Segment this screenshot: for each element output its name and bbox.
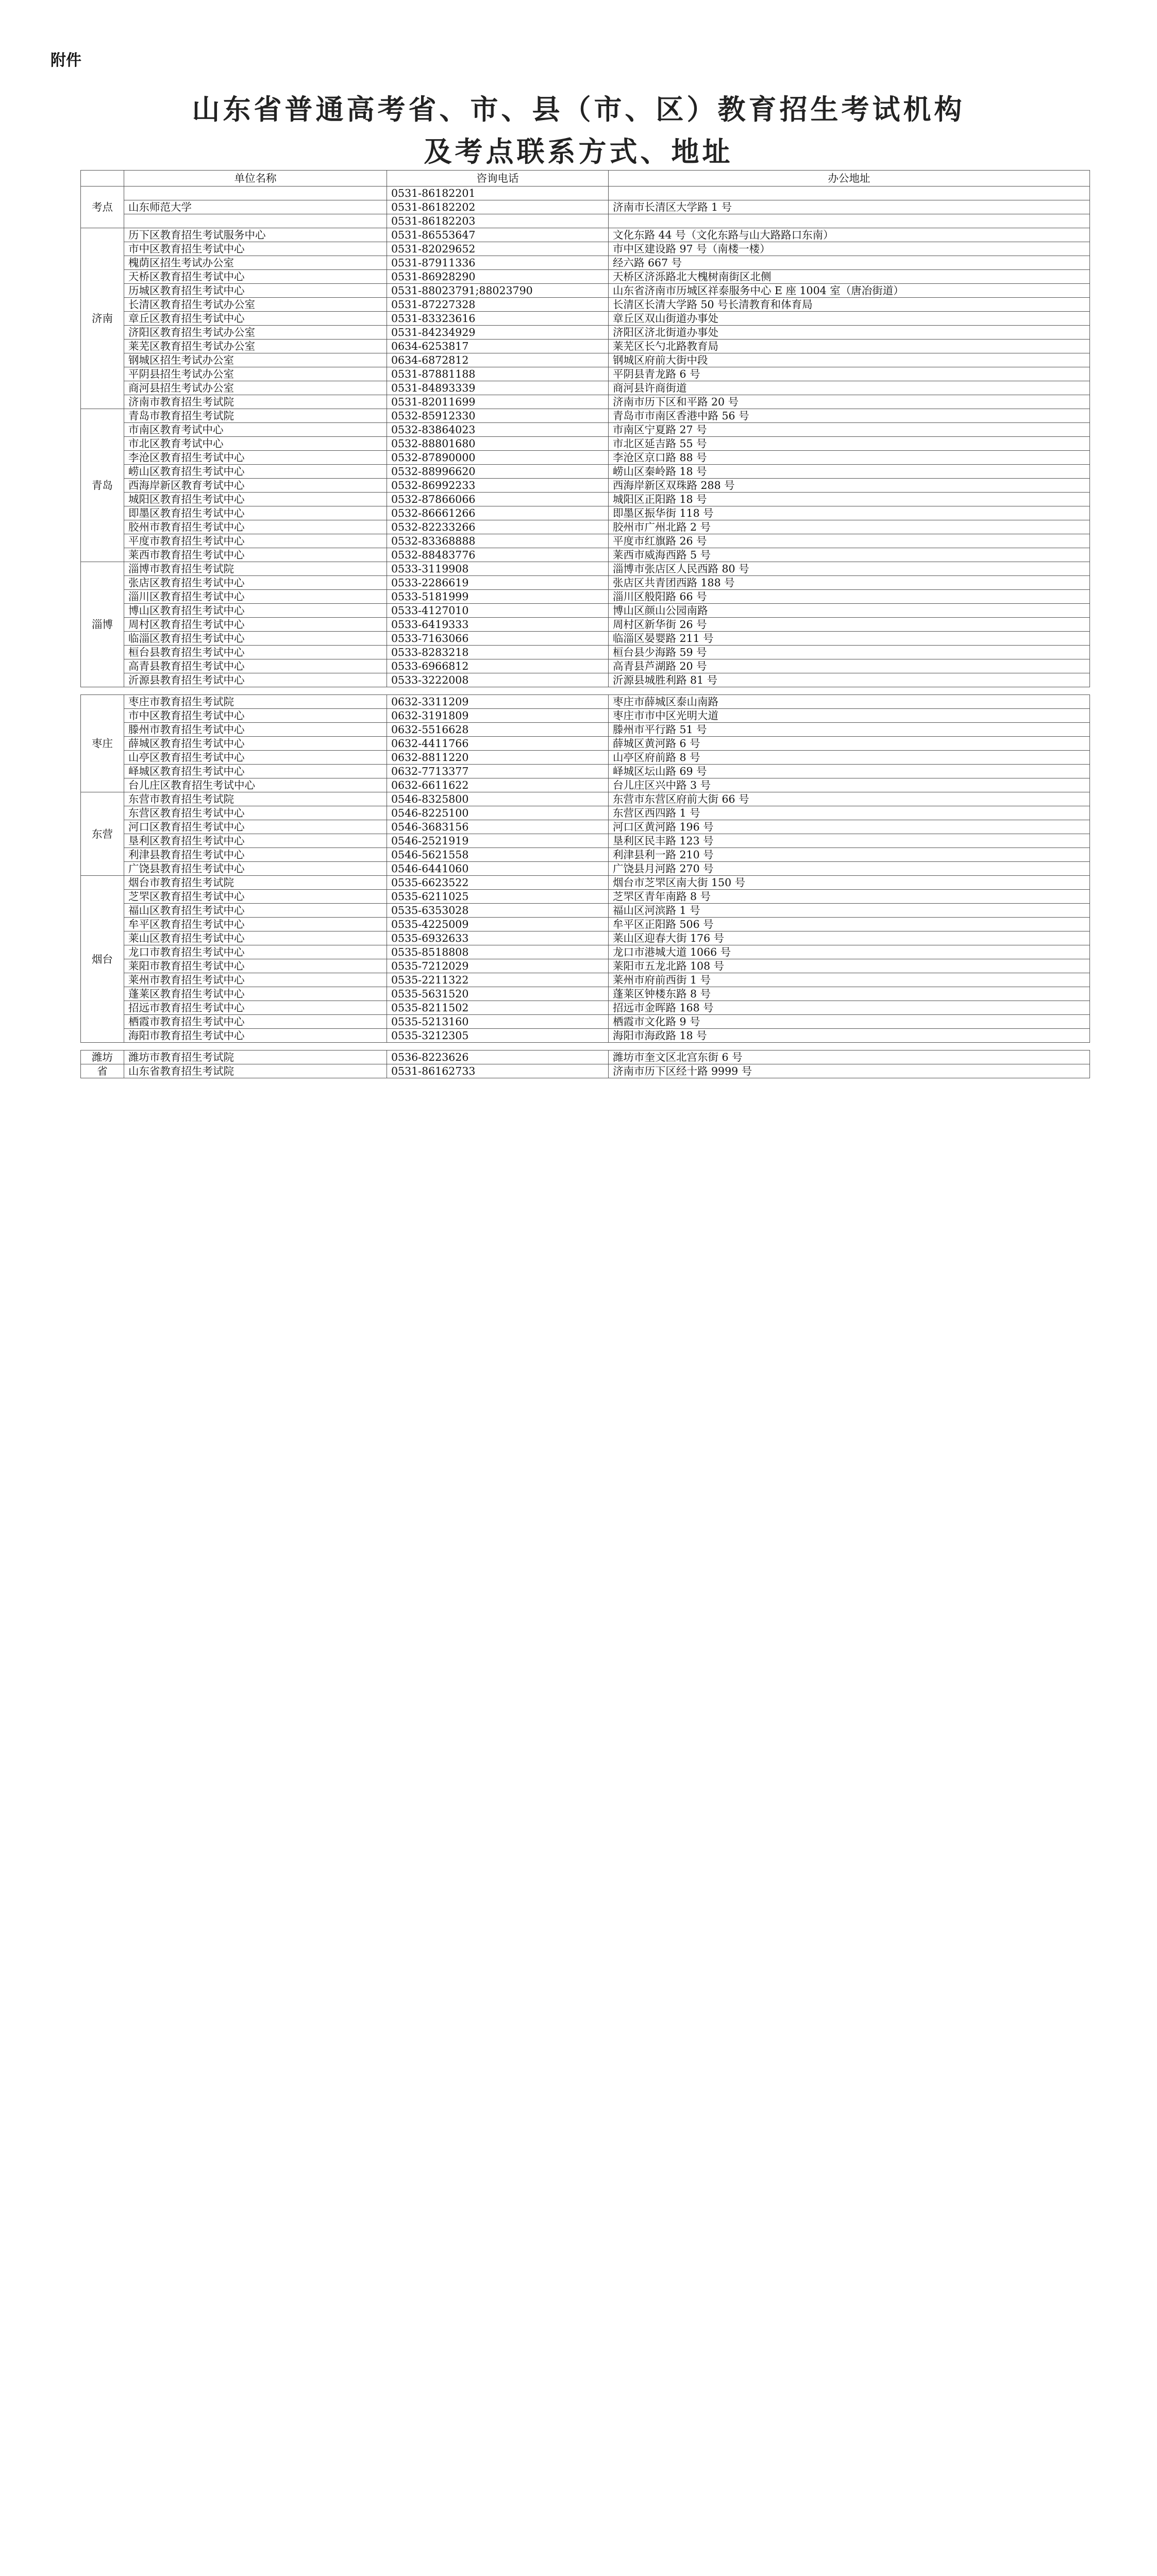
address-cell: 经六路 667 号 xyxy=(609,256,1090,270)
address-cell: 东营市东营区府前大街 66 号 xyxy=(609,792,1090,806)
table-row xyxy=(81,270,1090,284)
phone-cell: 0535-2211322 xyxy=(387,973,609,987)
phone-cell: 0532-82233266 xyxy=(387,520,609,534)
table-row xyxy=(81,862,1090,876)
address-cell xyxy=(609,214,1090,228)
address-cell: 市北区延吉路 55 号 xyxy=(609,437,1090,451)
table-row xyxy=(81,1015,1090,1029)
address-cell: 栖霞市文化路 9 号 xyxy=(609,1015,1090,1029)
table-row xyxy=(81,792,1090,806)
address-cell: 东营区西四路 1 号 xyxy=(609,806,1090,820)
phone-cell: 0546-5621558 xyxy=(387,848,609,862)
org-name-cell: 张店区教育招生考试中心 xyxy=(124,576,387,590)
table-row xyxy=(81,1029,1090,1043)
address-cell: 章丘区双山街道办事处 xyxy=(609,312,1090,326)
phone-cell: 0531-84893339 xyxy=(387,381,609,395)
phone-cell: 0531-82029652 xyxy=(387,242,609,256)
org-name-cell xyxy=(124,214,387,228)
table-row xyxy=(81,959,1090,973)
table-row xyxy=(81,751,1090,765)
address-cell: 长清区长清大学路 50 号长清教育和体育局 xyxy=(609,298,1090,312)
address-cell: 河口区黄河路 196 号 xyxy=(609,820,1090,834)
table-row xyxy=(81,562,1090,576)
phone-cell: 0532-88801680 xyxy=(387,437,609,451)
phone-cell: 0632-5516628 xyxy=(387,723,609,737)
org-name-cell: 临淄区教育招生考试中心 xyxy=(124,632,387,646)
address-cell: 商河县许商街道 xyxy=(609,381,1090,395)
org-name-cell: 莱芜区教育招生考试办公室 xyxy=(124,340,387,353)
phone-cell: 0634-6872812 xyxy=(387,353,609,367)
org-name-cell: 市南区教育考试中心 xyxy=(124,423,387,437)
org-name-cell: 长清区教育招生考试办公室 xyxy=(124,298,387,312)
phone-cell: 0532-87890000 xyxy=(387,451,609,465)
address-cell: 滕州市平行路 51 号 xyxy=(609,723,1090,737)
org-name-cell: 河口区教育招生考试中心 xyxy=(124,820,387,834)
phone-cell: 0531-86928290 xyxy=(387,270,609,284)
org-name-cell: 滕州市教育招生考试中心 xyxy=(124,723,387,737)
phone-cell: 0533-6966812 xyxy=(387,659,609,673)
address-cell: 青岛市市南区香港中路 56 号 xyxy=(609,409,1090,423)
address-cell: 薛城区黄河路 6 号 xyxy=(609,737,1090,751)
table-row xyxy=(81,187,1090,200)
address-cell: 文化东路 44 号（文化东路与山大路路口东南） xyxy=(609,228,1090,242)
table-row xyxy=(81,340,1090,353)
org-name-cell: 栖霞市教育招生考试中心 xyxy=(124,1015,387,1029)
table-row xyxy=(81,876,1090,890)
address-cell: 胶州市广州北路 2 号 xyxy=(609,520,1090,534)
attachment-label: 附件 xyxy=(51,52,81,70)
org-name-cell: 沂源县教育招生考试中心 xyxy=(124,673,387,687)
table-row xyxy=(81,973,1090,987)
table-row xyxy=(81,918,1090,931)
phone-cell: 0535-6211025 xyxy=(387,890,609,904)
org-name-cell: 利津县教育招生考试中心 xyxy=(124,848,387,862)
address-cell: 高青县芦湖路 20 号 xyxy=(609,659,1090,673)
org-name-cell: 广饶县教育招生考试中心 xyxy=(124,862,387,876)
table-row xyxy=(81,381,1090,395)
table-row xyxy=(81,1050,1090,1064)
address-cell: 平度市红旗路 26 号 xyxy=(609,534,1090,548)
table-row xyxy=(81,931,1090,945)
section-gap xyxy=(81,687,1090,695)
address-cell: 利津县利一路 210 号 xyxy=(609,848,1090,862)
table-row xyxy=(81,659,1090,673)
phone-cell: 0535-7212029 xyxy=(387,959,609,973)
org-name-cell: 峄城区教育招生考试中心 xyxy=(124,765,387,778)
phone-cell: 0532-83368888 xyxy=(387,534,609,548)
org-name-cell: 薛城区教育招生考试中心 xyxy=(124,737,387,751)
region-cell: 淄博 xyxy=(81,562,124,687)
table-row xyxy=(81,228,1090,242)
table-row xyxy=(81,423,1090,437)
address-cell: 临淄区晏婴路 211 号 xyxy=(609,632,1090,646)
phone-cell: 0531-84234929 xyxy=(387,326,609,340)
phone-cell: 0535-5631520 xyxy=(387,987,609,1001)
region-cell: 省 xyxy=(81,1064,124,1078)
table-row xyxy=(81,298,1090,312)
address-cell: 淄川区般阳路 66 号 xyxy=(609,590,1090,604)
org-name-cell: 山亭区教育招生考试中心 xyxy=(124,751,387,765)
phone-cell: 0531-86182203 xyxy=(387,214,609,228)
org-name-cell: 招远市教育招生考试中心 xyxy=(124,1001,387,1015)
region-cell: 考点 xyxy=(81,187,124,228)
org-name-cell: 即墨区教育招生考试中心 xyxy=(124,506,387,520)
table-row xyxy=(81,632,1090,646)
phone-cell: 0632-7713377 xyxy=(387,765,609,778)
phone-cell: 0546-6441060 xyxy=(387,862,609,876)
org-name-cell: 龙口市教育招生考试中心 xyxy=(124,945,387,959)
org-name-cell: 福山区教育招生考试中心 xyxy=(124,904,387,918)
address-cell: 沂源县城胜利路 81 号 xyxy=(609,673,1090,687)
phone-cell: 0546-3683156 xyxy=(387,820,609,834)
address-cell: 广饶县月河路 270 号 xyxy=(609,862,1090,876)
address-cell: 周村区新华街 26 号 xyxy=(609,618,1090,632)
org-name-cell: 台儿庄区教育招生考试中心 xyxy=(124,778,387,792)
phone-cell: 0546-2521919 xyxy=(387,834,609,848)
phone-cell: 0532-83864023 xyxy=(387,423,609,437)
org-name-cell: 蓬莱区教育招生考试中心 xyxy=(124,987,387,1001)
address-cell: 即墨区振华街 118 号 xyxy=(609,506,1090,520)
region-cell: 青岛 xyxy=(81,409,124,562)
phone-cell: 0634-6253817 xyxy=(387,340,609,353)
address-cell: 博山区颜山公园南路 xyxy=(609,604,1090,618)
address-column-header: 办公地址 xyxy=(609,171,1090,187)
address-cell: 枣庄市市中区光明大道 xyxy=(609,709,1090,723)
address-cell: 海阳市海政路 18 号 xyxy=(609,1029,1090,1043)
phone-cell: 0533-4127010 xyxy=(387,604,609,618)
org-name-cell: 城阳区教育招生考试中心 xyxy=(124,493,387,506)
phone-cell: 0533-7163066 xyxy=(387,632,609,646)
table-row xyxy=(81,200,1090,214)
org-name-cell: 东营市教育招生考试院 xyxy=(124,792,387,806)
org-name-cell xyxy=(124,187,387,200)
org-name-cell: 淄川区教育招生考试中心 xyxy=(124,590,387,604)
table-row xyxy=(81,820,1090,834)
table-row xyxy=(81,709,1090,723)
phone-cell: 0532-86992233 xyxy=(387,479,609,493)
address-cell: 平阴县青龙路 6 号 xyxy=(609,367,1090,381)
phone-cell: 0531-86182201 xyxy=(387,187,609,200)
org-name-cell: 胶州市教育招生考试中心 xyxy=(124,520,387,534)
phone-cell: 0632-3191809 xyxy=(387,709,609,723)
org-name-cell: 历下区教育招生考试服务中心 xyxy=(124,228,387,242)
org-name-cell: 海阳市教育招生考试中心 xyxy=(124,1029,387,1043)
address-cell: 莱山区迎春大街 176 号 xyxy=(609,931,1090,945)
address-cell: 莱州市府前西街 1 号 xyxy=(609,973,1090,987)
table-row xyxy=(81,576,1090,590)
address-cell: 济南市历下区和平路 20 号 xyxy=(609,395,1090,409)
address-cell: 桓台县少海路 59 号 xyxy=(609,646,1090,659)
phone-cell: 0535-8211502 xyxy=(387,1001,609,1015)
org-name-cell: 山东师范大学 xyxy=(124,200,387,214)
table-row xyxy=(81,904,1090,918)
address-cell: 张店区共青团西路 188 号 xyxy=(609,576,1090,590)
table-row xyxy=(81,312,1090,326)
phone-cell: 0546-8325800 xyxy=(387,792,609,806)
phone-cell: 0535-8518808 xyxy=(387,945,609,959)
table-row xyxy=(81,604,1090,618)
table-row xyxy=(81,834,1090,848)
org-name-cell: 莱山区教育招生考试中心 xyxy=(124,931,387,945)
phone-cell: 0531-87227328 xyxy=(387,298,609,312)
address-cell: 莱西市威海西路 5 号 xyxy=(609,548,1090,562)
org-name-cell: 莱州市教育招生考试中心 xyxy=(124,973,387,987)
address-cell: 福山区河滨路 1 号 xyxy=(609,904,1090,918)
phone-cell: 0533-8283218 xyxy=(387,646,609,659)
phone-cell: 0533-6419333 xyxy=(387,618,609,632)
table-row xyxy=(81,214,1090,228)
region-cell: 东营 xyxy=(81,792,124,876)
org-name-cell: 高青县教育招生考试中心 xyxy=(124,659,387,673)
table-row xyxy=(81,465,1090,479)
table-row xyxy=(81,409,1090,423)
table-body xyxy=(81,187,1090,1078)
table-row xyxy=(81,506,1090,520)
phone-cell: 0533-3222008 xyxy=(387,673,609,687)
table-row xyxy=(81,987,1090,1001)
phone-cell: 0532-85912330 xyxy=(387,409,609,423)
table-row xyxy=(81,646,1090,659)
phone-cell: 0533-5181999 xyxy=(387,590,609,604)
org-name-cell: 槐荫区招生考试办公室 xyxy=(124,256,387,270)
table-row xyxy=(81,1001,1090,1015)
address-cell: 李沧区京口路 88 号 xyxy=(609,451,1090,465)
table-row xyxy=(81,326,1090,340)
address-cell: 峄城区坛山路 69 号 xyxy=(609,765,1090,778)
org-name-cell: 牟平区教育招生考试中心 xyxy=(124,918,387,931)
phone-cell: 0532-88483776 xyxy=(387,548,609,562)
org-name-cell: 莱西市教育招生考试中心 xyxy=(124,548,387,562)
phone-cell: 0531-86162733 xyxy=(387,1064,609,1078)
table-row xyxy=(81,765,1090,778)
phone-cell: 0532-87866066 xyxy=(387,493,609,506)
table-row xyxy=(81,479,1090,493)
table-row xyxy=(81,1064,1090,1078)
phone-column-header: 咨询电话 xyxy=(387,171,609,187)
address-cell: 芝罘区青年南路 8 号 xyxy=(609,890,1090,904)
phone-cell: 0531-88023791;88023790 xyxy=(387,284,609,298)
org-name-cell: 芝罘区教育招生考试中心 xyxy=(124,890,387,904)
address-cell: 崂山区秦岭路 18 号 xyxy=(609,465,1090,479)
phone-cell: 0531-87881188 xyxy=(387,367,609,381)
org-name-cell: 桓台县教育招生考试中心 xyxy=(124,646,387,659)
org-name-cell: 历城区教育招生考试中心 xyxy=(124,284,387,298)
org-name-cell: 钢城区招生考试办公室 xyxy=(124,353,387,367)
org-name-cell: 平阴县招生考试办公室 xyxy=(124,367,387,381)
org-name-cell: 莱阳市教育招生考试中心 xyxy=(124,959,387,973)
org-name-cell: 市中区教育招生考试中心 xyxy=(124,242,387,256)
table-row xyxy=(81,695,1090,709)
table-header-row xyxy=(81,171,1090,187)
address-cell: 市中区建设路 97 号（南楼一楼） xyxy=(609,242,1090,256)
region-cell: 烟台 xyxy=(81,876,124,1043)
table-row xyxy=(81,353,1090,367)
org-name-cell: 李沧区教育招生考试中心 xyxy=(124,451,387,465)
section-gap xyxy=(81,1043,1090,1050)
phone-cell: 0535-6932633 xyxy=(387,931,609,945)
phone-cell: 0533-2286619 xyxy=(387,576,609,590)
org-name-cell: 枣庄市教育招生考试院 xyxy=(124,695,387,709)
org-name-cell: 周村区教育招生考试中心 xyxy=(124,618,387,632)
table-row xyxy=(81,737,1090,751)
org-name-cell: 市北区教育考试中心 xyxy=(124,437,387,451)
address-cell: 山亭区府前路 8 号 xyxy=(609,751,1090,765)
address-cell: 烟台市芝罘区南大街 150 号 xyxy=(609,876,1090,890)
phone-cell: 0546-8225100 xyxy=(387,806,609,820)
phone-cell: 0531-83323616 xyxy=(387,312,609,326)
document-title: 山东省普通高考省、市、县（市、区）教育招生考试机构 xyxy=(192,93,965,126)
org-name-cell: 博山区教育招生考试中心 xyxy=(124,604,387,618)
table-row xyxy=(81,395,1090,409)
address-cell: 济阳区济北街道办事处 xyxy=(609,326,1090,340)
org-name-cell: 济阳区教育招生考试办公室 xyxy=(124,326,387,340)
address-cell: 天桥区济泺路北大槐树南街区北侧 xyxy=(609,270,1090,284)
table-row xyxy=(81,367,1090,381)
address-cell: 莱芜区长勺北路教育局 xyxy=(609,340,1090,353)
address-cell xyxy=(609,187,1090,200)
table-row xyxy=(81,451,1090,465)
org-name-cell: 青岛市教育招生考试院 xyxy=(124,409,387,423)
table-row xyxy=(81,778,1090,792)
phone-cell: 0535-5213160 xyxy=(387,1015,609,1029)
org-name-cell: 崂山区教育招生考试中心 xyxy=(124,465,387,479)
org-name-cell: 章丘区教育招生考试中心 xyxy=(124,312,387,326)
address-cell: 钢城区府前大街中段 xyxy=(609,353,1090,367)
table-row xyxy=(81,806,1090,820)
phone-cell: 0531-86182202 xyxy=(387,200,609,214)
address-cell: 潍坊市奎文区北宫东街 6 号 xyxy=(609,1050,1090,1064)
table-row xyxy=(81,723,1090,737)
table-row xyxy=(81,284,1090,298)
phone-cell: 0632-8811220 xyxy=(387,751,609,765)
table-row xyxy=(81,673,1090,687)
org-name-cell: 济南市教育招生考试院 xyxy=(124,395,387,409)
region-cell: 潍坊 xyxy=(81,1050,124,1064)
address-cell: 城阳区正阳路 18 号 xyxy=(609,493,1090,506)
table-row xyxy=(81,256,1090,270)
phone-cell: 0532-88996620 xyxy=(387,465,609,479)
table-row xyxy=(81,493,1090,506)
address-cell: 牟平区正阳路 506 号 xyxy=(609,918,1090,931)
org-name-cell: 山东省教育招生考试院 xyxy=(124,1064,387,1078)
address-cell: 枣庄市薛城区泰山南路 xyxy=(609,695,1090,709)
phone-cell: 0535-4225009 xyxy=(387,918,609,931)
phone-cell: 0536-8223626 xyxy=(387,1050,609,1064)
address-cell: 招远市金晖路 168 号 xyxy=(609,1001,1090,1015)
address-cell: 济南市长清区大学路 1 号 xyxy=(609,200,1090,214)
org-name-cell: 商河县招生考试办公室 xyxy=(124,381,387,395)
phone-cell: 0531-82011699 xyxy=(387,395,609,409)
org-name-cell: 潍坊市教育招生考试院 xyxy=(124,1050,387,1064)
address-cell: 龙口市港城大道 1066 号 xyxy=(609,945,1090,959)
org-name-cell: 淄博市教育招生考试院 xyxy=(124,562,387,576)
phone-cell: 0535-6353028 xyxy=(387,904,609,918)
org-name-cell: 天桥区教育招生考试中心 xyxy=(124,270,387,284)
org-name-cell: 东营区教育招生考试中心 xyxy=(124,806,387,820)
region-column-header xyxy=(81,171,124,187)
phone-cell: 0532-86661266 xyxy=(387,506,609,520)
address-cell: 蓬莱区钟楼东路 8 号 xyxy=(609,987,1090,1001)
table-row xyxy=(81,890,1090,904)
region-cell: 济南 xyxy=(81,228,124,409)
phone-cell: 0531-87911336 xyxy=(387,256,609,270)
table-row xyxy=(81,848,1090,862)
address-cell: 济南市历下区经十路 9999 号 xyxy=(609,1064,1090,1078)
org-name-cell: 平度市教育招生考试中心 xyxy=(124,534,387,548)
document-subtitle: 及考点联系方式、地址 xyxy=(424,135,733,168)
org-name-cell: 西海岸新区教育考试中心 xyxy=(124,479,387,493)
org-name-cell: 垦利区教育招生考试中心 xyxy=(124,834,387,848)
table-row xyxy=(81,534,1090,548)
address-cell: 垦利区民丰路 123 号 xyxy=(609,834,1090,848)
org-name-cell: 烟台市教育招生考试院 xyxy=(124,876,387,890)
region-cell: 枣庄 xyxy=(81,695,124,792)
table-row xyxy=(81,945,1090,959)
phone-cell: 0632-6611622 xyxy=(387,778,609,792)
phone-cell: 0533-3119908 xyxy=(387,562,609,576)
table-row xyxy=(81,590,1090,604)
address-cell: 市南区宁夏路 27 号 xyxy=(609,423,1090,437)
address-cell: 台儿庄区兴中路 3 号 xyxy=(609,778,1090,792)
table-row xyxy=(81,618,1090,632)
contact-table xyxy=(80,170,1090,1078)
phone-cell: 0531-86553647 xyxy=(387,228,609,242)
address-cell: 西海岸新区双珠路 288 号 xyxy=(609,479,1090,493)
phone-cell: 0535-3212305 xyxy=(387,1029,609,1043)
table-row xyxy=(81,548,1090,562)
address-cell: 莱阳市五龙北路 108 号 xyxy=(609,959,1090,973)
phone-cell: 0535-6623522 xyxy=(387,876,609,890)
table-row xyxy=(81,437,1090,451)
address-cell: 淄博市张店区人民西路 80 号 xyxy=(609,562,1090,576)
phone-cell: 0632-3311209 xyxy=(387,695,609,709)
address-cell: 山东省济南市历城区祥泰服务中心 E 座 1004 室（唐冶街道） xyxy=(609,284,1090,298)
org-column-header: 单位名称 xyxy=(124,171,387,187)
phone-cell: 0632-4411766 xyxy=(387,737,609,751)
org-name-cell: 市中区教育招生考试中心 xyxy=(124,709,387,723)
table-row xyxy=(81,242,1090,256)
table-row xyxy=(81,520,1090,534)
